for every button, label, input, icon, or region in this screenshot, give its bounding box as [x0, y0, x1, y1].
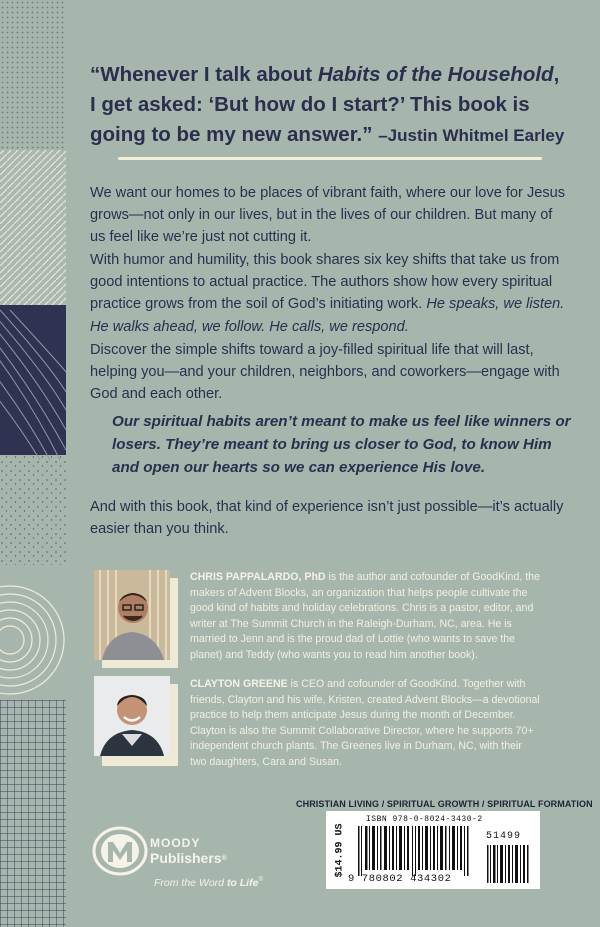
price-barcode-bars: [486, 845, 532, 883]
price-code: 51499: [486, 831, 522, 842]
description-paragraph-4: And with this book, that kind of experience isn’t just possible—it’s actually easier than you think.: [90, 499, 564, 538]
tagline-bold: to Life: [226, 877, 259, 889]
author2-photo: [94, 676, 178, 771]
publisher-tagline: [154, 877, 263, 889]
author1-bio: [190, 570, 540, 664]
pull-quote: Our spiritual habits aren’t meant to make us feel like winners or losers. They’re meant to bring us closer to God, to know Him and open our hearts so we can experience His love.: [112, 413, 571, 476]
decorative-pattern-strip: [0, 0, 66, 927]
author2-bio: [190, 677, 540, 771]
quote-text: I get asked: ‘But how do I start?’ This book is: [90, 93, 530, 116]
barcode-digits: 9 780802 434302: [348, 873, 452, 885]
endorsement-quote: “Whenever I talk about Habits of the Household, I get asked: ‘But how do I start?’ This book is going to be my new answer.” –Justin Whitmel Earley: [90, 63, 565, 146]
description-paragraph-2: [90, 249, 570, 338]
isbn-text: ISBN 978-0-8024-3430-2: [366, 815, 483, 824]
tagline-trademark: ®: [258, 877, 263, 883]
author1-bio-text: is the author and cofounder of GoodKind, the makers of Advent Blocks, an organization that helps people cultivate the good kind of habits and holiday celebrations. Chris is a pastor, editor, and writer at The Summit Church in the Raleigh-Durham, NC, area. He is married to Jenn and is the proud dad of Lottie (who wants to save the planet) and Teddy (who wants you to read him another book).: [190, 571, 540, 661]
moody-m-icon: [92, 826, 150, 876]
tagline-text: From the Word: [154, 877, 227, 889]
category-line: CHRISTIAN LIVING / SPIRITUAL GROWTH / SPIRITUAL FORMATION: [296, 799, 593, 809]
paragraph-text: With humor and humility, this book shares six key shifts that take us from good intentions to actual practice. The authors show how every spiritual practice grows from the soil of God’s initiating work.: [90, 252, 560, 313]
author2-bio-text: is CEO and cofounder of GoodKind. Together with friends, Clayton and his wife, Kristen, created Advent Blocks—a devotional practice to help them anticipate Jesus during the month of December. Clayton is also the Summit Collaborative Director, where he supports 70+ independent church plants. The Greenes live in Durham, NC, with their two daughters, Cara and Susan.: [190, 678, 540, 768]
barcode-block: [326, 811, 540, 889]
publisher-name-moody: MOODY: [150, 836, 201, 850]
price-label: $14.99 US: [334, 823, 346, 878]
trademark-symbol: ®: [221, 855, 227, 862]
author1-photo: [94, 570, 178, 673]
description-paragraph-3: Discover the simple shifts toward a joy-filled spiritual life that will last, helping you—and your children, neighbors, and coworkers—engage with God and each other.: [90, 342, 560, 403]
author1-name: CHRIS PAPPALARDO, PhD: [190, 571, 326, 583]
description-paragraph-1: We want our homes to be places of vibrant faith, where our love for Jesus grows—not only in our lives, but in the lives of our children. But many of us feel like we’re just not cutting it.: [90, 185, 566, 246]
quote-text: going to be my new answer.”: [90, 123, 373, 146]
publisher-name-publishers: Publishers: [150, 850, 222, 866]
quote-text: “Whenever I talk about: [90, 63, 318, 86]
quote-attribution: –Justin Whitmel Earley: [378, 126, 565, 145]
barcode-bars: [356, 826, 476, 876]
divider-rule: [118, 157, 542, 160]
quote-book-title: Habits of the Household: [317, 63, 554, 86]
author2-name: CLAYTON GREENE: [190, 678, 288, 690]
publisher-logo: [92, 826, 227, 881]
paragraph-italic-text: He speaks, we listen. He walks ahead, we follow. He calls, we respond.: [90, 296, 565, 335]
